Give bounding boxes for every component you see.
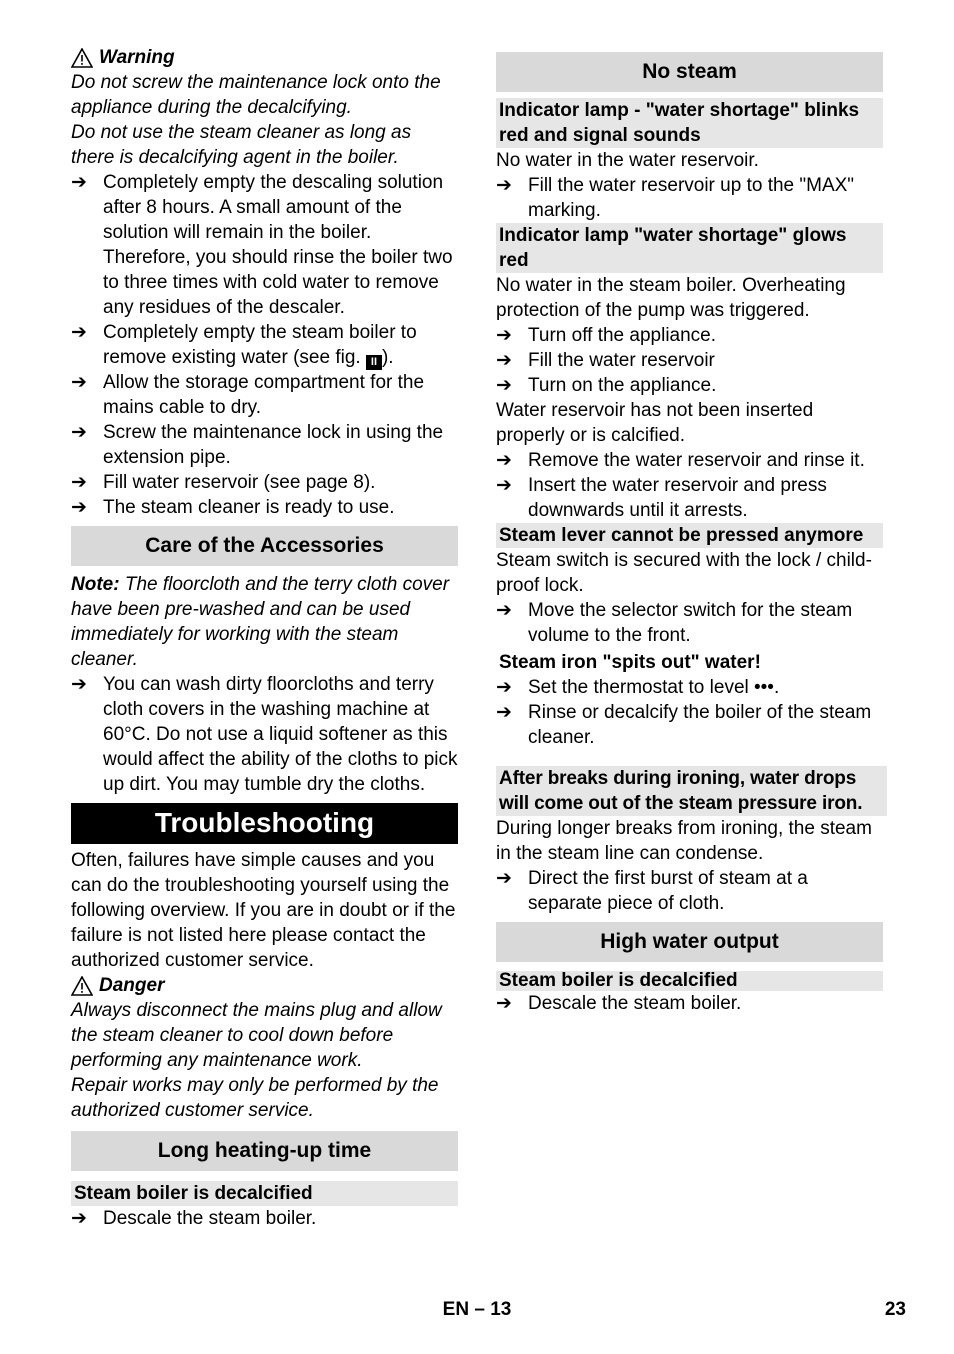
- arrow-icon: ➔: [71, 497, 87, 518]
- list-item-text: Fill the water reservoir up to the "MAX" marking.: [528, 175, 855, 221]
- cause-text: No water in the steam boiler. Overheating protection of the pump was triggered.: [496, 275, 846, 321]
- arrow-icon: ➔: [496, 325, 512, 346]
- arrow-icon: ➔: [71, 172, 87, 193]
- list-item-text: Set the thermostat to level •••.: [528, 677, 780, 698]
- footer-section-label: EN – 13: [442, 1299, 512, 1320]
- section-heading-care: Care of the Accessories: [71, 526, 458, 566]
- list-item-text: Screw the maintenance lock in using the extension pipe.: [103, 422, 444, 468]
- subheading-decalcified: Steam boiler is decalcified: [71, 1181, 458, 1206]
- arrow-icon: ➔: [496, 702, 512, 723]
- arrow-icon: ➔: [496, 475, 512, 496]
- list-item: [71, 320, 458, 370]
- list-item: [496, 348, 883, 373]
- list-item-text: The steam cleaner is ready to use.: [103, 497, 395, 518]
- note-label: Note:: [71, 574, 120, 595]
- list-item-text: [103, 320, 458, 370]
- warning-triangle-icon: [71, 976, 93, 996]
- arrow-icon: ➔: [71, 472, 87, 493]
- warning-title: Warning: [99, 47, 175, 68]
- cause-text: No water in the water reservoir.: [496, 150, 759, 171]
- list-item: [71, 470, 458, 495]
- cause-text: Steam switch is secured with the lock / child-proof lock.: [496, 550, 872, 596]
- danger-line: Repair works may only be performed by the authorized customer service.: [71, 1075, 439, 1121]
- intro-paragraph: Often, failures have simple causes and you can do the troubleshooting yourself using the following overview. If you are in doubt or if the failure is not listed here please contact the authorized customer service.: [71, 850, 456, 971]
- danger-title: Danger: [99, 975, 165, 996]
- arrow-icon: ➔: [496, 450, 512, 471]
- list-item: [71, 495, 458, 520]
- left-column: [71, 45, 458, 1231]
- list-item: [496, 598, 883, 648]
- list-item: [496, 473, 883, 523]
- list-item: [496, 373, 883, 398]
- list-item: [71, 420, 458, 470]
- subheading-lamp-glows: Indicator lamp "water shortage" glows red: [496, 223, 883, 273]
- subheading-lamp-blinks: Indicator lamp - "water shortage" blinks red and signal sounds: [496, 98, 883, 148]
- subheading-steam-lever: Steam lever cannot be pressed anymore: [496, 523, 883, 548]
- list-item-text: You can wash dirty floorcloths and terry cloth covers in the washing machine at 60°C. Do not use a liquid softener as this would affect the ability of the cloths to pick up dirt. You may tumble dry the cloths.: [103, 674, 458, 795]
- arrow-icon: ➔: [496, 375, 512, 396]
- list-item-text: Descale the steam boiler.: [528, 993, 742, 1014]
- list-item: [71, 170, 458, 320]
- warning-triangle-icon: [71, 48, 93, 68]
- arrow-icon: ➔: [496, 350, 512, 371]
- arrow-icon: ➔: [71, 674, 87, 695]
- list-item-text-part: Completely empty the steam boiler to remove existing water (see fig.: [103, 322, 417, 368]
- arrow-icon: ➔: [496, 175, 512, 196]
- list-item-text: Rinse or decalcify the boiler of the steam cleaner.: [528, 702, 872, 748]
- list-item: [71, 672, 458, 797]
- list-item-text: Allow the storage compartment for the mains cable to dry.: [103, 372, 425, 418]
- arrow-icon: ➔: [496, 993, 512, 1014]
- list-item-text: Insert the water reservoir and press downwards until it arrests.: [528, 475, 827, 521]
- cause-text: During longer breaks from ironing, the steam in the steam line can condense.: [496, 818, 872, 864]
- note-paragraph: [71, 572, 458, 672]
- list-item: [496, 700, 883, 750]
- list-item: [496, 173, 883, 223]
- list-item-text: Remove the water reservoir and rinse it.: [528, 450, 865, 471]
- warning-line: Do not screw the maintenance lock onto the appliance during the decalcifying.: [71, 72, 441, 118]
- list-item-text: Move the selector switch for the steam volume to the front.: [528, 600, 853, 646]
- list-item-text: Completely empty the descaling solution after 8 hours. A small amount of the solution will remain in the boiler. Therefore, you should rinse the boiler two to three times with cold water to remove any residues of the descaler.: [103, 172, 453, 318]
- list-item-text: Descale the steam boiler.: [103, 1208, 317, 1229]
- arrow-icon: ➔: [71, 1208, 87, 1229]
- section-heading-high-water: High water output: [496, 922, 883, 962]
- arrow-icon: ➔: [71, 322, 87, 343]
- arrow-icon: ➔: [496, 677, 512, 698]
- section-heading-long-heating: Long heating-up time: [71, 1131, 458, 1171]
- cause-text: Water reservoir has not been inserted properly or is calcified.: [496, 400, 814, 446]
- figure-ref-icon: II: [366, 355, 382, 370]
- warning-line: Do not use the steam cleaner as long as there is decalcifying agent in the boiler.: [71, 122, 412, 168]
- list-item: [71, 370, 458, 420]
- list-item: [496, 675, 883, 700]
- arrow-icon: ➔: [496, 600, 512, 621]
- list-item: [496, 991, 883, 1016]
- fig-close: ).: [381, 347, 394, 368]
- list-item: [496, 448, 883, 473]
- arrow-icon: ➔: [71, 372, 87, 393]
- list-item: [71, 1206, 458, 1231]
- arrow-icon: ➔: [71, 422, 87, 443]
- note-text: The floorcloth and the terry cloth cover have been pre-washed and can be used immediately for working with the steam cleaner.: [71, 574, 450, 670]
- list-item-text: Turn on the appliance.: [528, 375, 717, 396]
- list-item-text: Turn off the appliance.: [528, 325, 717, 346]
- arrow-icon: ➔: [496, 868, 512, 889]
- right-column: [496, 45, 883, 1016]
- list-item: [496, 866, 883, 916]
- list-item-text: Fill the water reservoir: [528, 350, 715, 371]
- section-heading-no-steam: No steam: [496, 52, 883, 92]
- subheading-spits-water: Steam iron "spits out" water!: [499, 652, 761, 673]
- danger-line: Always disconnect the mains plug and allow the steam cleaner to cool down before performing any maintenance work.: [71, 1000, 442, 1071]
- chapter-heading-troubleshooting: Troubleshooting: [71, 803, 458, 844]
- subheading-after-breaks: After breaks during ironing, water drops will come out of the steam pressure iron.: [496, 766, 887, 816]
- list-item-text: Fill water reservoir (see page 8).: [103, 472, 376, 493]
- danger-heading: [71, 973, 458, 998]
- list-item-text: Direct the first burst of steam at a separate piece of cloth.: [528, 868, 808, 914]
- subheading-decalcified: Steam boiler is decalcified: [496, 971, 883, 991]
- warning-heading: [71, 45, 458, 70]
- list-item: [496, 323, 883, 348]
- page-number: 23: [884, 1299, 906, 1320]
